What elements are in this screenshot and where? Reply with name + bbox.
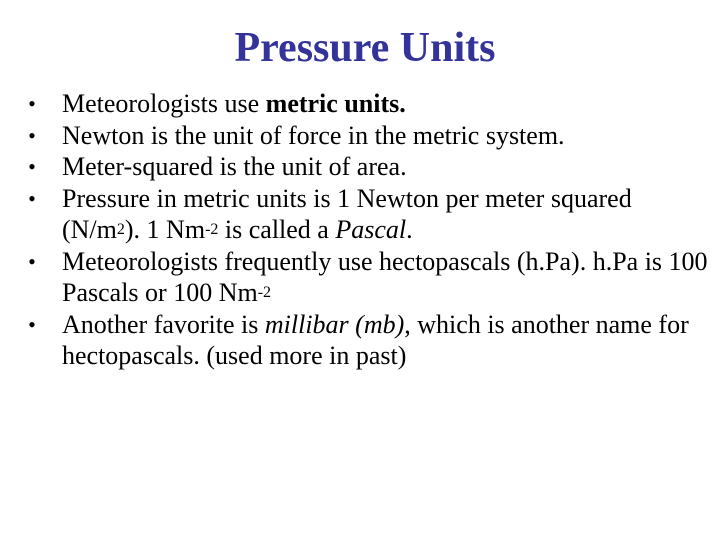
bullet-icon: • <box>28 154 36 179</box>
bullet-text: Another favorite is <box>62 309 265 339</box>
bullet-item <box>22 120 714 152</box>
bullet-text: Newton is the unit of force in the metric system. <box>62 120 565 150</box>
bullet-item <box>22 151 714 183</box>
bullet-icon: • <box>28 311 36 337</box>
slide-title: Pressure Units <box>234 25 496 71</box>
bullet-text: Meteorologists use <box>62 89 266 118</box>
bullet-item <box>22 309 714 372</box>
superscript: -2 <box>257 284 272 301</box>
bullet-text: Pressure in metric units is 1 Newton per meter squared (N/m <box>62 183 632 244</box>
bullet-text: ). 1 Nm <box>124 215 206 244</box>
bullet-text: , which is another name for hectopascals. (used more in past) <box>62 309 689 370</box>
bullet-icon: • <box>28 91 36 116</box>
bullet-text: is called a <box>218 215 336 244</box>
bullet-icon: • <box>28 122 36 148</box>
bullet-item <box>22 88 714 120</box>
bullet-icon: • <box>28 248 36 274</box>
superscript: -2 <box>205 221 219 238</box>
bullet-item <box>22 246 714 309</box>
bullet-text: . <box>406 215 413 244</box>
bullet-emphasis: metric units. <box>265 89 406 118</box>
term-millibar: millibar (mb) <box>264 309 405 339</box>
bullet-list <box>22 88 714 372</box>
bullet-icon: • <box>28 185 36 211</box>
superscript: 2 <box>116 221 125 238</box>
bullet-text: Meter-squared is the unit of area. <box>62 152 407 181</box>
bullet-text: Meteorologists frequently use hectopascals (h.Pa). h.Pa is 100 Pascals or 100 Nm <box>62 246 708 307</box>
bullet-item <box>22 183 714 246</box>
term-pascal: Pascal <box>335 215 407 244</box>
